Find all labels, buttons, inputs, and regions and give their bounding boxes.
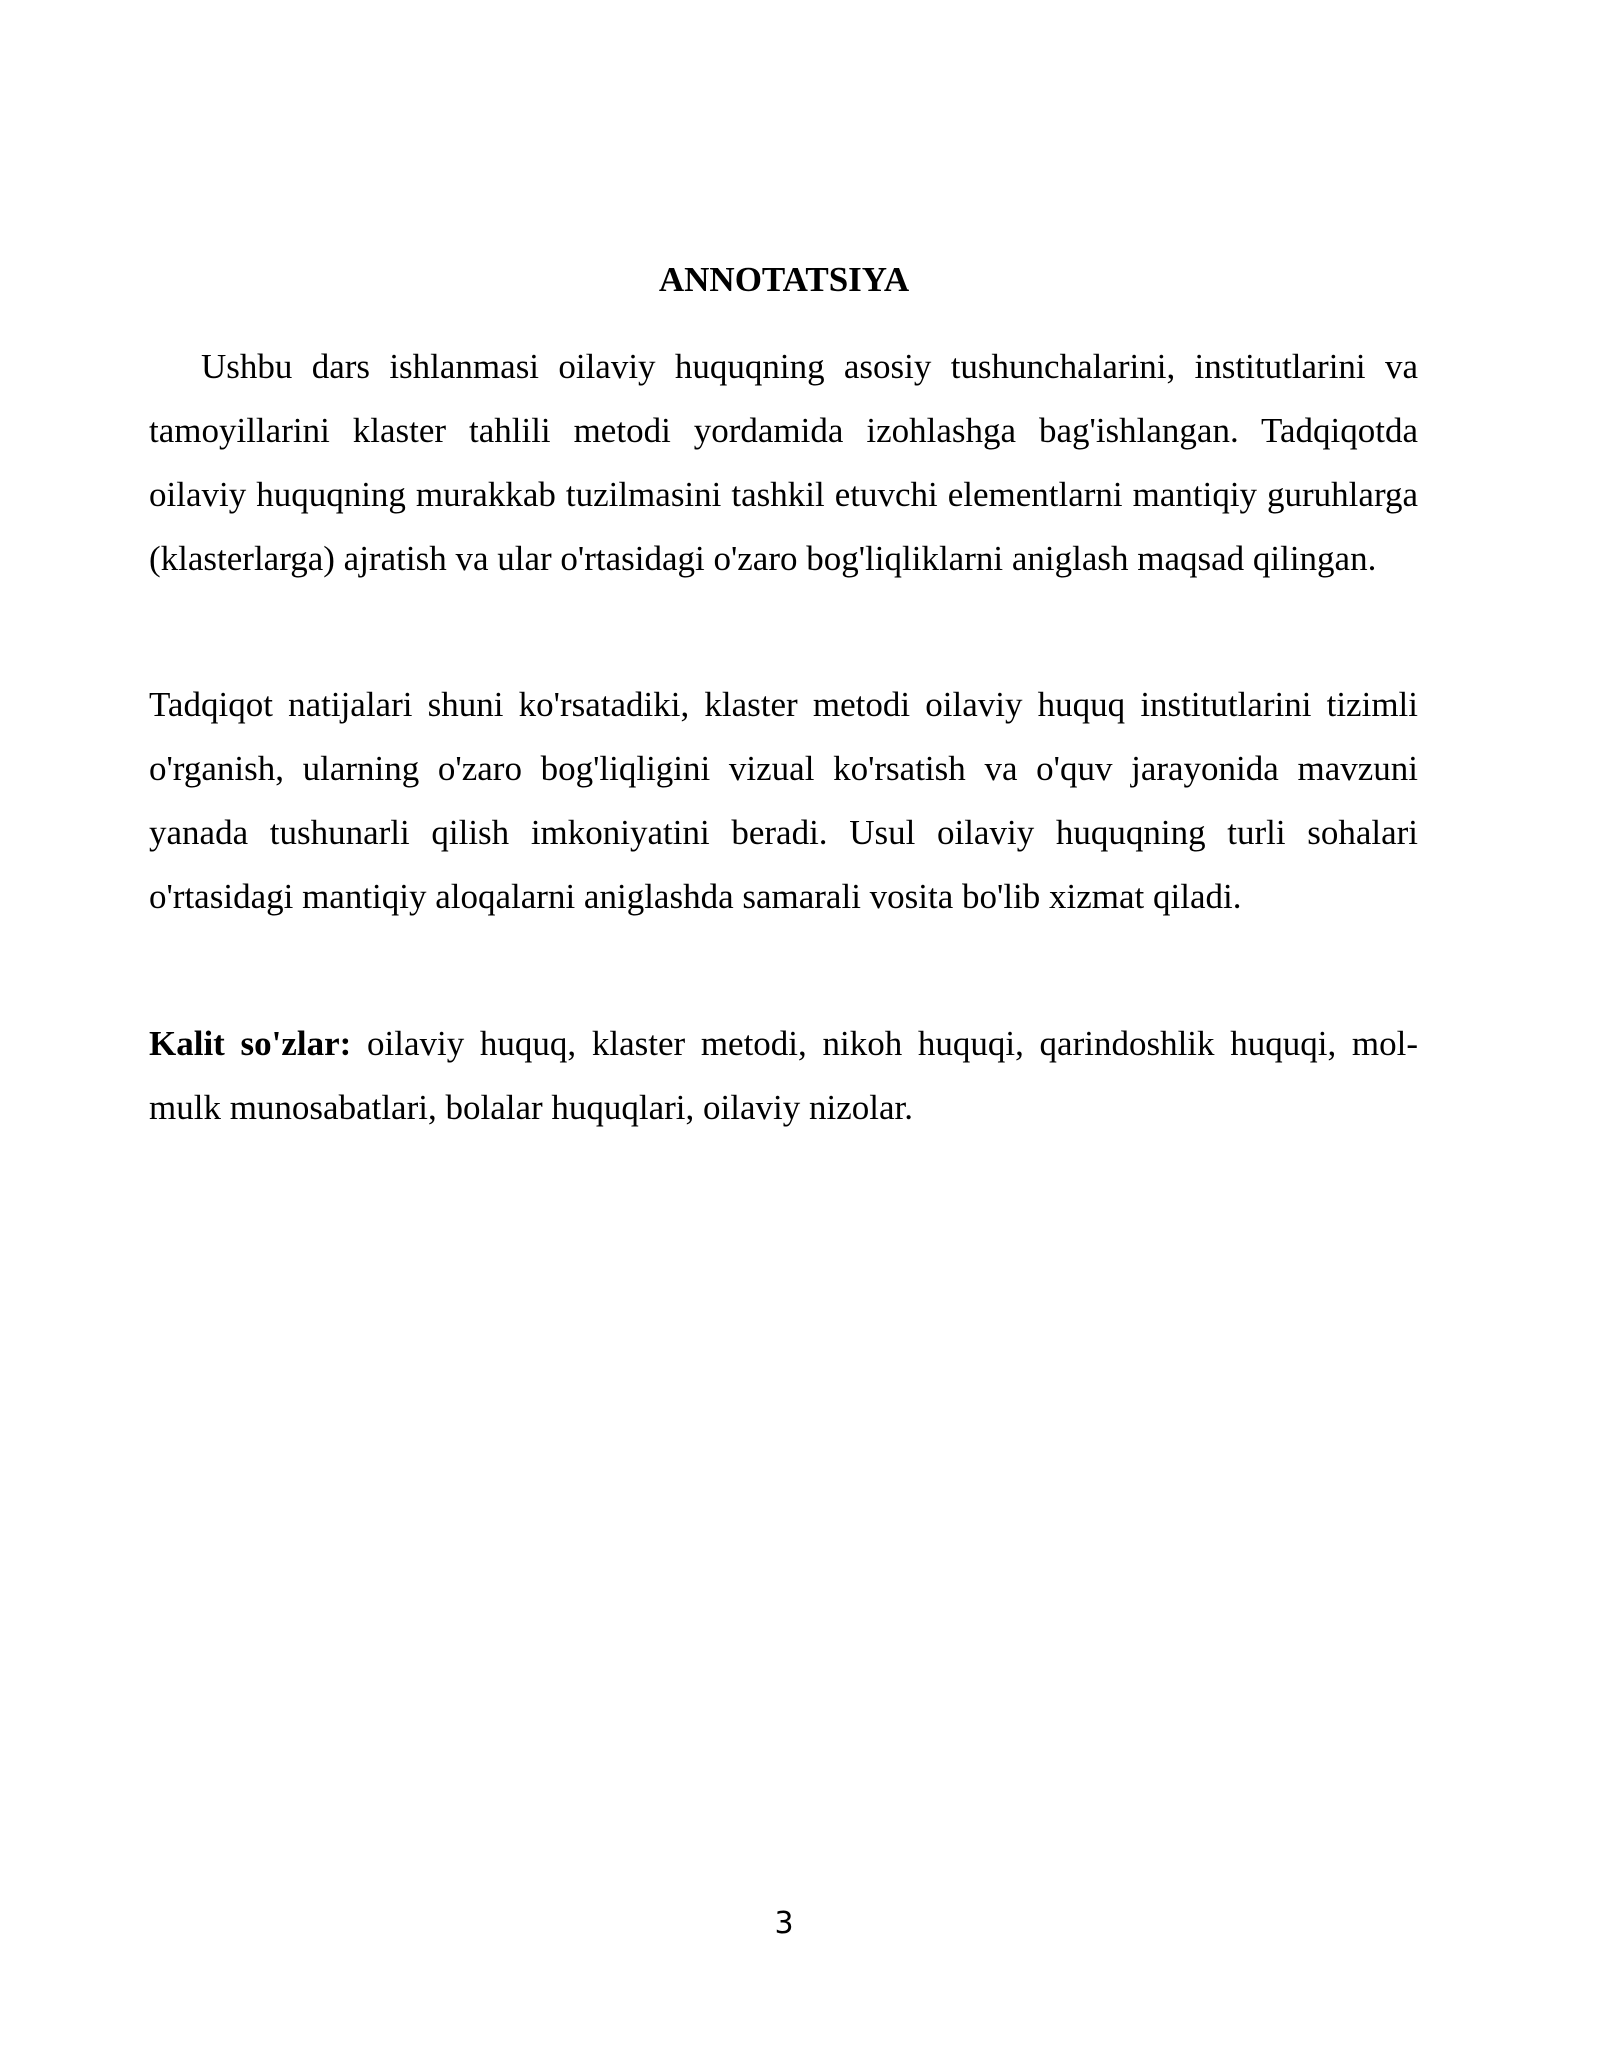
keywords-list: oilaviy huquq, klaster metodi, nikoh huquqi, qarindoshlik huquqi, mol-mulk munosabatlari, bolalar huquqlari, oilaviy nizolar. (149, 1024, 1418, 1127)
page-title: ANNOTATSIYA (658, 260, 910, 299)
paragraph-intro: Ushbu dars ishlanmasi oilaviy huquqning asosiy tushunchalarini, institutlarini va tamoyillarini klaster tahlili metodi yordamida izohlashga bag'ishlangan. Tadqiqotda oilaviy huquqning murakkab tuzilmasini tashkil etuvchi elementlarni mantiqiy guruhlarga (klasterlarga) ajratish va ular o'rtasidagi o'zaro bog'liqliklarni aniglash maqsad qilingan. (149, 347, 1418, 578)
keywords-label: Kalit so'zlar: (149, 1024, 352, 1063)
paragraph-results: Tadqiqot natijalari shuni ko'rsatadiki, klaster metodi oilaviy huquq institutlarini tizimli o'rganish, ularning o'zaro bog'liqligini vizual ko'rsatish va o'quv jarayonida mavzuni yanada tushunarli qilish imkoniyatini beradi. Usul oilaviy huquqning turli sohalari o'rtasidagi mantiqiy aloqalarni aniglashda samarali vosita bo'lib xizmat qiladi. (149, 685, 1418, 916)
keywords-paragraph (149, 1012, 1418, 1140)
page-number: 3 (774, 1906, 794, 1941)
